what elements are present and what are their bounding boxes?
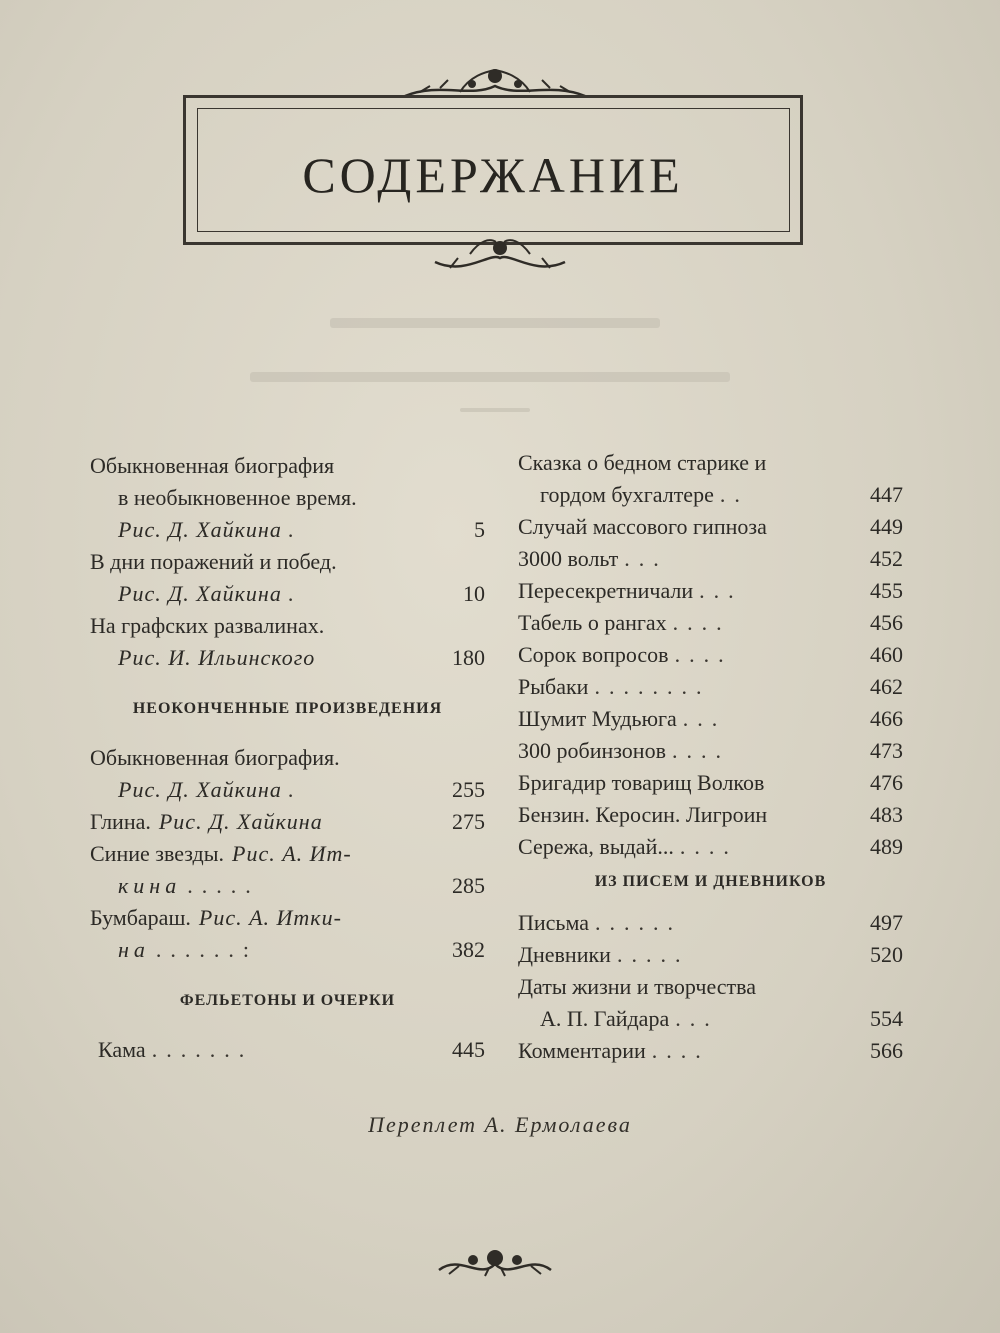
entry-title: Кама — [98, 1037, 146, 1062]
page-number: 483 — [870, 802, 903, 827]
dot-leader: .... — [651, 1038, 710, 1063]
page-number: 566 — [870, 1038, 903, 1063]
section-heading-letters: ИЗ ПИСЕМ И ДНЕВНИКОВ — [594, 873, 827, 890]
page-title: СОДЕРЖАНИЕ — [302, 147, 684, 203]
illustration-credit: Рис. А. Итки- — [198, 905, 342, 930]
entry-title: А. П. Гайдара — [540, 1006, 670, 1031]
page-number: 455 — [870, 578, 903, 603]
toc-entry — [518, 703, 903, 735]
page-number: 285 — [452, 873, 485, 898]
page-number: 456 — [870, 610, 903, 635]
page-number: 554 — [870, 1006, 903, 1031]
page-number: 497 — [870, 910, 903, 935]
dot-leader: ... — [699, 578, 743, 603]
page-number: 466 — [870, 706, 903, 731]
bottom-floral-ornament — [435, 1240, 555, 1284]
dot-leader: ..... — [616, 942, 690, 967]
illustration-credit: Рис. Д. Хайкина — [118, 777, 282, 802]
entry-title: Синие звезды. — [90, 841, 225, 866]
dot-leader: . — [287, 581, 303, 606]
toc-entry-continuation — [518, 479, 903, 511]
page-number: 473 — [870, 738, 903, 763]
toc-entry-continuation — [90, 482, 485, 514]
entry-title: Пересекретничали — [518, 578, 694, 603]
toc-entry — [90, 838, 485, 870]
page-number: 10 — [463, 581, 485, 606]
toc-entry-continuation — [518, 1003, 903, 1035]
toc-entry-credit — [90, 774, 485, 806]
section-heading-unfinished: НЕОКОНЧЕННЫЕ ПРОИЗВЕДЕНИЯ — [132, 700, 443, 717]
toc-entry — [518, 671, 903, 703]
page-number: 180 — [452, 645, 485, 670]
dot-leader: ......: — [155, 937, 259, 962]
entry-title: Глина. — [90, 809, 151, 834]
toc-entry-credit — [90, 514, 485, 546]
toc-right-column — [518, 447, 903, 1067]
entry-title: Сорок вопросов — [518, 642, 669, 667]
page-number: 445 — [452, 1037, 485, 1062]
illustration-credit-continuation: кина — [118, 873, 182, 898]
entry-title: Табель о рангах — [518, 610, 667, 635]
page-number: 255 — [452, 777, 485, 802]
toc-entry — [90, 450, 485, 482]
toc-entry — [518, 511, 903, 543]
entry-title: 300 робинзонов — [518, 738, 666, 763]
dot-leader: . — [287, 517, 303, 542]
page-number: 460 — [870, 642, 903, 667]
page-number: 447 — [870, 482, 903, 507]
dot-leader: .... — [679, 834, 738, 859]
entry-title: Даты жизни и творчества — [518, 974, 757, 999]
entry-title: Шумит Мудьюга — [518, 706, 677, 731]
toc-entry — [518, 607, 903, 639]
entry-title: Сережа, выдай... — [518, 834, 674, 859]
toc-entry — [90, 806, 485, 838]
dot-leader: .. — [719, 482, 749, 507]
show-through-line — [250, 372, 730, 382]
dot-leader: ...... — [595, 910, 682, 935]
entry-title: Комментарии — [518, 1038, 646, 1063]
dot-leader: . — [287, 777, 303, 802]
entry-title: Обыкновенная биография. — [90, 745, 340, 770]
show-through-line — [330, 318, 660, 328]
dot-leader: ........ — [594, 674, 711, 699]
page-number: 449 — [870, 514, 903, 539]
dot-leader: .... — [674, 642, 733, 667]
page-number: 489 — [870, 834, 903, 859]
entry-title: Бригадир товарищ Волков — [518, 770, 765, 795]
entry-title: Письма — [518, 910, 589, 935]
toc-entry — [518, 799, 903, 831]
toc-entry — [518, 447, 903, 479]
spacer — [90, 730, 485, 742]
toc-entry — [90, 546, 485, 578]
toc-entry — [518, 767, 903, 799]
page-number: 462 — [870, 674, 903, 699]
toc-entry — [518, 735, 903, 767]
toc-entry — [518, 907, 903, 939]
toc-entry-continuation — [90, 934, 485, 966]
toc-entry — [90, 610, 485, 642]
page-number: 382 — [452, 937, 485, 962]
spacer — [90, 1022, 485, 1034]
illustration-credit: Рис. Д. Хайкина — [158, 809, 323, 834]
toc-left-column — [90, 450, 485, 1066]
section-heading-feuilletons: ФЕЛЬЕТОНЫ И ОЧЕРКИ — [179, 992, 396, 1009]
entry-title: На графских развалинах. — [90, 613, 325, 638]
illustration-credit: Рис. А. Ит- — [232, 841, 352, 866]
illustration-credit: Рис. Д. Хайкина — [118, 517, 282, 542]
spacer — [90, 674, 485, 688]
illustration-credit-continuation: на — [118, 937, 150, 962]
page-number: 520 — [870, 942, 903, 967]
toc-entry-continuation — [90, 870, 485, 902]
dot-leader: ... — [624, 546, 668, 571]
dot-leader: .... — [671, 738, 730, 763]
entry-title: Дневники — [518, 942, 611, 967]
entry-title: в необыкновенное время. — [118, 485, 357, 510]
page-number: 275 — [452, 809, 485, 834]
toc-entry-credit — [90, 578, 485, 610]
entry-title: Сказка о бедном старике и — [518, 450, 767, 475]
toc-entry — [518, 639, 903, 671]
page-number: 5 — [474, 517, 485, 542]
illustration-credit: Рис. И. Ильинского — [118, 645, 316, 670]
entry-title: Бумбараш. — [90, 905, 191, 930]
binding-credit: Переплет А. Ермолаева — [368, 1112, 632, 1137]
frame-floral-ornament — [430, 232, 570, 280]
toc-entry — [518, 543, 903, 575]
toc-entry — [90, 1034, 485, 1066]
spacer — [90, 966, 485, 980]
entry-title: В дни поражений и побед. — [90, 549, 337, 574]
toc-entry-credit — [90, 642, 485, 674]
entry-title: гордом бухгалтере — [540, 482, 714, 507]
dot-leader: ... — [675, 1006, 719, 1031]
dot-leader: ... — [682, 706, 727, 731]
toc-entry — [90, 742, 485, 774]
illustration-credit: Рис. Д. Хайкина — [118, 581, 282, 606]
entry-title: Случай массового гипноза — [518, 514, 767, 539]
entry-title: 3000 вольт — [518, 546, 619, 571]
entry-title: Обыкновенная биография — [90, 453, 335, 478]
toc-entry — [518, 1035, 903, 1067]
entry-title: Бензин. Керосин. Лигроин — [518, 802, 768, 827]
page-number: 452 — [870, 546, 903, 571]
dot-leader: .... — [672, 610, 731, 635]
entry-title: Рыбаки — [518, 674, 589, 699]
toc-entry — [90, 902, 485, 934]
toc-entry — [518, 831, 903, 863]
toc-entry — [518, 575, 903, 607]
toc-entry — [518, 939, 903, 971]
toc-entry — [518, 971, 903, 1003]
dot-leader: ..... — [187, 873, 260, 898]
page-number: 476 — [870, 770, 903, 795]
show-through-line — [460, 408, 530, 412]
dot-leader: ....... — [151, 1037, 254, 1062]
